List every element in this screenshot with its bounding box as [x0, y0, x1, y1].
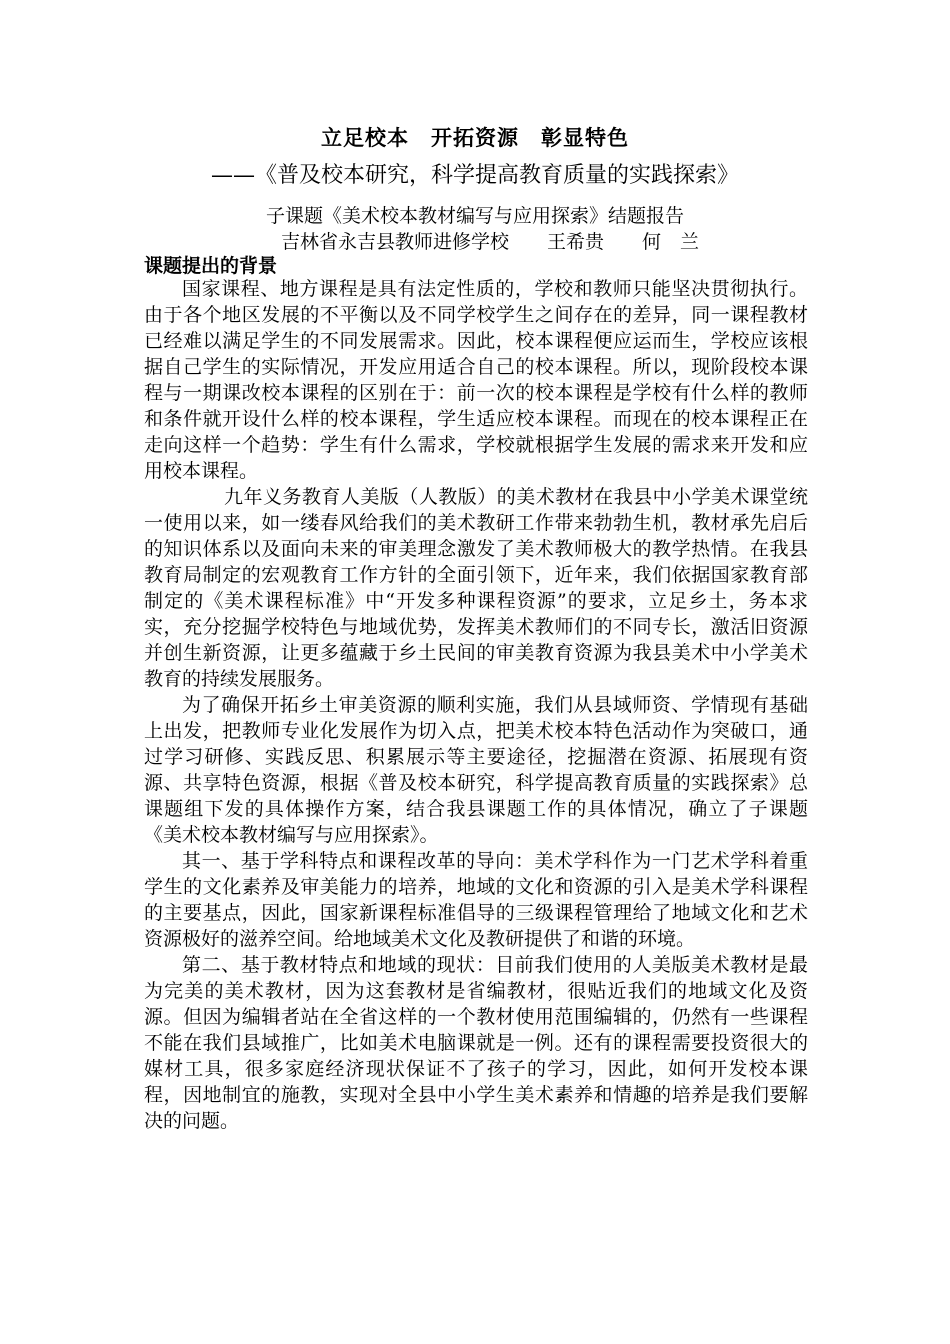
paragraph-5: 第二、基于教材特点和地域的现状：目前我们使用的人美版美术教材是最为完美的美术教材，因为这套教材是省编教材，很贴近我们的地域文化及资源。但因为编辑者站在全省这样的一个教材使用范围编辑的，仍然有一些课程不能在我们县域推广，比如美术电脑课就是一例。还有的课程需要投资很大的媒材工具，很多家庭经济现状保证不了孩子的学习，因此，如何开发校本课程，因地制宜的施教，实现对全县中小学生美术素养和情趣的培养是我们要解决的问题。 — [144, 954, 808, 1132]
section-heading: 课题提出的背景 — [144, 255, 278, 277]
body-text — [144, 276, 808, 1134]
document-title: 立足校本 开拓资源 彰显特色 — [321, 125, 629, 150]
paragraph-2: 九年义务教育人美版（人教版）的美术教材在我县中小学美术课堂统一使用以来，如一缕春风给我们的美术教研工作带来勃勃生机，教材承先启后的知识体系以及面向未来的审美理念激发了美术教师极大的教学热情。在我县教育局制定的宏观教育工作方针的全面引领下，近年来，我们依据国家教育部制定的《美术课程标准》中“开发多种课程资源”的要求，立足乡土，务本求实，充分挖掘学校特色与地域优势，发挥美术教师们的不同专长，激活旧资源并创生新资源，让更多蕴藏于乡土民间的审美教育资源为我县美术中小学美术教育的持续发展服务。 — [144, 486, 808, 690]
paragraph-3: 为了确保开拓乡土审美资源的顺利实施，我们从县域师资、学情现有基础上出发，把教师专业化发展作为切入点，把美术校本特色活动作为突破口，通过学习研修、实践反思、积累展示等主要途径，挖掘潜在资源、拓展现有资源、共享特色资源，根据《普及校本研究，科学提高教育质量的实践探索》总课题组下发的具体操作方案，结合我县课题工作的具体情况，确立了子课题《美术校本教材编写与应用探索》。 — [144, 694, 808, 846]
paragraph-4: 其一、基于学科特点和课程改革的导向：美术学科作为一门艺术学科着重学生的文化素养及审美能力的培养，地域的文化和资源的引入是美术学科课程的主要基点，因此，国家新课程标准倡导的三级课程管理给了地域文化和艺术资源极好的滋养空间。给地域美术文化及教研提供了和谐的环境。 — [144, 850, 808, 950]
document-subtitle: ——《普及校本研究，科学提高教育质量的实践探索》 — [210, 163, 739, 188]
paragraph-1: 国家课程、地方课程是具有法定性质的，学校和教师只能坚决贯彻执行。由于各个地区发展的不平衡以及不同学校学生之间存在的差异，同一课程教材已经难以满足学生的不同发展需求。因此，校本课程便应运而生，学校应该根据自己学生的实际情况，开发应用适合自己的校本课程。所以，现阶段校本课程与一期课改校本课程的区别在于：前一次的校本课程是学校有什么样的教师和条件就开设什么样的校本课程，学生适应校本课程。而现在的校本课程正在走向这样一个趋势：学生有什么需求，学校就根据学生发展的需求来开发和应用校本课程。 — [144, 278, 808, 482]
report-line: 子课题《美术校本教材编写与应用探索》结题报告 — [265, 205, 684, 227]
author-line: 吉林省永吉县教师进修学校 王希贵 何 兰 — [280, 231, 699, 253]
